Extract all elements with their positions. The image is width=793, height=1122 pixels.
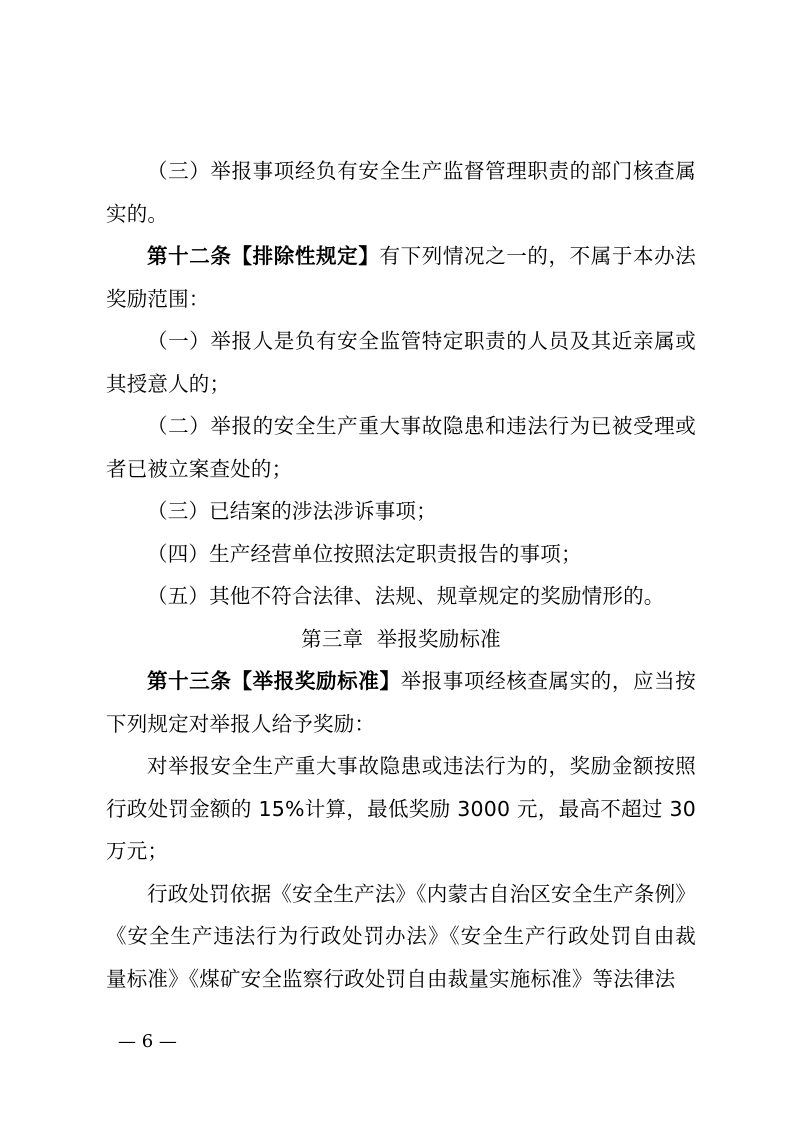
penalty-basis-paragraph [106, 873, 696, 1001]
exclusion-item-4 [106, 533, 696, 576]
exclusion-item-3 [106, 490, 696, 533]
paragraph-text: 行政处罚依据《安全生产法》《内蒙古自治区安全生产条例》《安全生产违法行为行政处罚办法》《安全生产行政处罚自由裁量标准》《煤矿安全监察行政处罚自由裁量实施标准》等法律法 [106, 881, 696, 991]
article-13-heading: 第十三条【举报奖励标准】 [147, 669, 401, 693]
paragraph-item-3 [106, 150, 696, 235]
paragraph-text: （二）举报的安全生产重大事故隐患和违法行为已被受理或者已被立案查处的； [106, 414, 696, 481]
paragraph-text: 对举报安全生产重大事故隐患或违法行为的，奖励金额按照行政处罚金额的 15%计算，最低奖励 3000 元，最高不超过 30 万元； [106, 754, 696, 863]
paragraph-text: （一）举报人是负有安全监管特定职责的人员及其近亲属或其授意人的； [106, 329, 696, 396]
page-number: — 6 — [118, 1031, 177, 1052]
paragraph-text: （三）举报事项经负有安全生产监督管理职责的部门核查属实的。 [106, 159, 696, 226]
paragraph-text: （三）已结案的涉法涉诉事项； [147, 499, 437, 523]
paragraph-text: （五）其他不符合法律、法规、规章规定的奖励情形的。 [147, 584, 665, 608]
article-12-heading: 第十二条【排除性规定】 [147, 244, 380, 268]
exclusion-item-1 [106, 320, 696, 405]
reward-amount-paragraph [106, 745, 696, 873]
article-13 [106, 660, 696, 745]
article-12 [106, 235, 696, 320]
document-body [106, 150, 696, 1000]
exclusion-item-5 [106, 575, 696, 618]
chapter-title: 第三章 举报奖励标准 [301, 626, 501, 651]
article-13-text: 举报事项经核查属实的，应当按下列规定对举报人给予奖励： [106, 669, 696, 736]
exclusion-item-2 [106, 405, 696, 490]
article-12-text: 有下列情况之一的，不属于本办法奖励范围： [106, 244, 696, 311]
paragraph-text: （四）生产经营单位按照法定职责报告的事项； [147, 541, 582, 566]
